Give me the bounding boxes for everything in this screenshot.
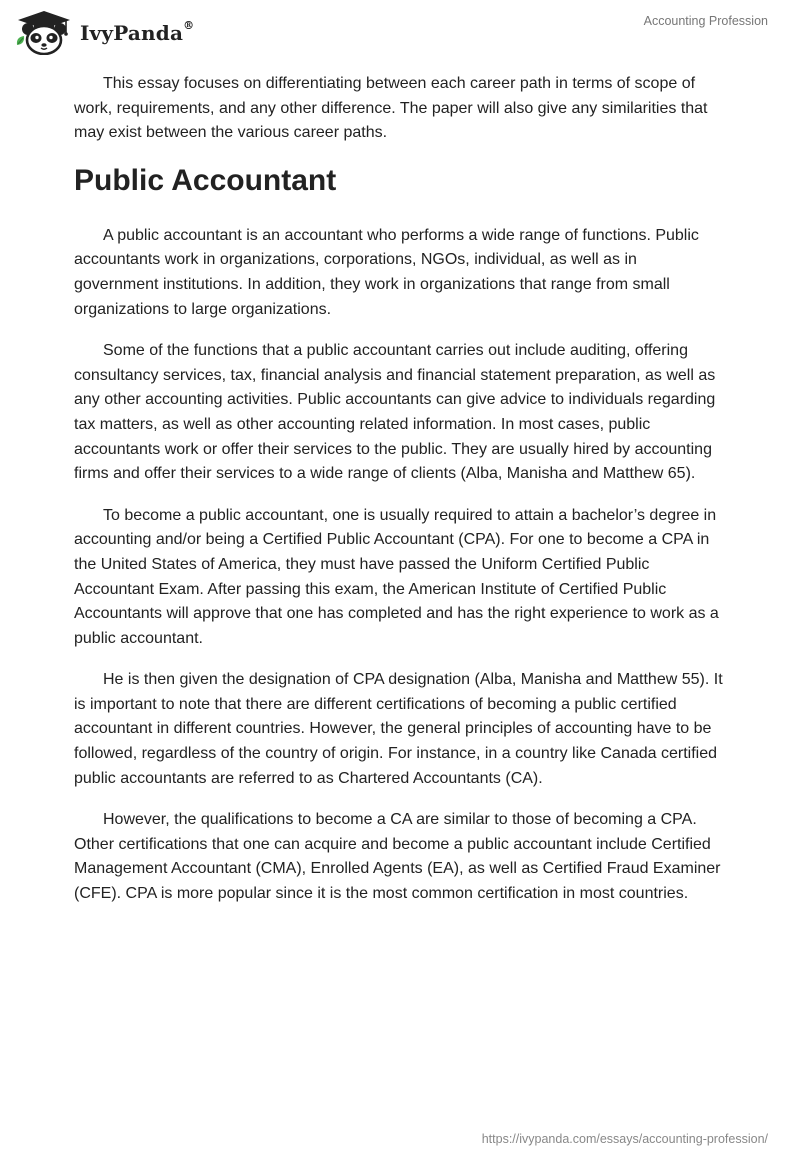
page-header <box>0 0 800 64</box>
logo-wordmark <box>80 21 194 45</box>
section-heading: Public Accountant <box>74 163 337 197</box>
logo-name: IvyPanda <box>80 21 184 45</box>
registered-mark: ® <box>183 19 195 33</box>
ivypanda-logo[interactable] <box>14 9 194 55</box>
intro-paragraph: This essay focuses on differentiating between each career path in terms of scope of work, requirements, and any other difference. The paper will also give any similarities that may exist between the various career paths. <box>74 75 708 142</box>
body-paragraph: Some of the functions that a public accountant carries out include auditing, offering consultancy services, tax, financial analysis and financial statement preparation, as well as any other accounting activities. Public accountants can give advice to individuals regarding tax matters, as well as other accounting related information. In most cases, public accountants work or offer their services to the public. They are usually hired by accounting firms and offer their services to a wide range of clients (Alba, Manisha and Matthew 65). <box>74 342 716 483</box>
essay-body <box>74 72 724 924</box>
source-url[interactable]: https://ivypanda.com/essays/accounting-profession/ <box>481 1132 768 1146</box>
body-paragraph: To become a public accountant, one is usually required to attain a bachelor’s degree in accounting and/or being a Certified Public Accountant (CPA). For one to become a CPA in the United States of America, they must have passed the Uniform Certified Public Accountant Exam. After passing this exam, the American Institute of Certified Public Accountants will approve that one has completed and has the right experience to work as a public accountant. <box>74 506 719 647</box>
body-paragraph: However, the qualifications to become a CA are similar to those of becoming a CPA. Other certifications that one can acquire and become a public accountant include Certified Management Accountant (CMA), Enrolled Agents (EA), as well as Certified Fraud Examiner (CFE). CPA is more popular since it is the most common certification in most countries. <box>74 811 721 903</box>
body-paragraph: He is then given the designation of CPA designation (Alba, Manisha and Matthew 55). It is important to note that there are different certifications of becoming a public certified accountant in different countries. However, the general principles of accounting have to be followed, regardless of the country of origin. For instance, in a country like Canada certified public accountants are referred to as Chartered Accountants (CA). <box>74 671 723 787</box>
panda-logo-icon <box>14 9 74 55</box>
running-title: Accounting Profession <box>643 14 768 28</box>
body-paragraph: A public accountant is an accountant who performs a wide range of functions. Public accountants work in organizations, corporations, NGOs, individual, as well as in government institutions. In addition, they work in organizations that range from small organizations to large organizations. <box>74 226 699 318</box>
